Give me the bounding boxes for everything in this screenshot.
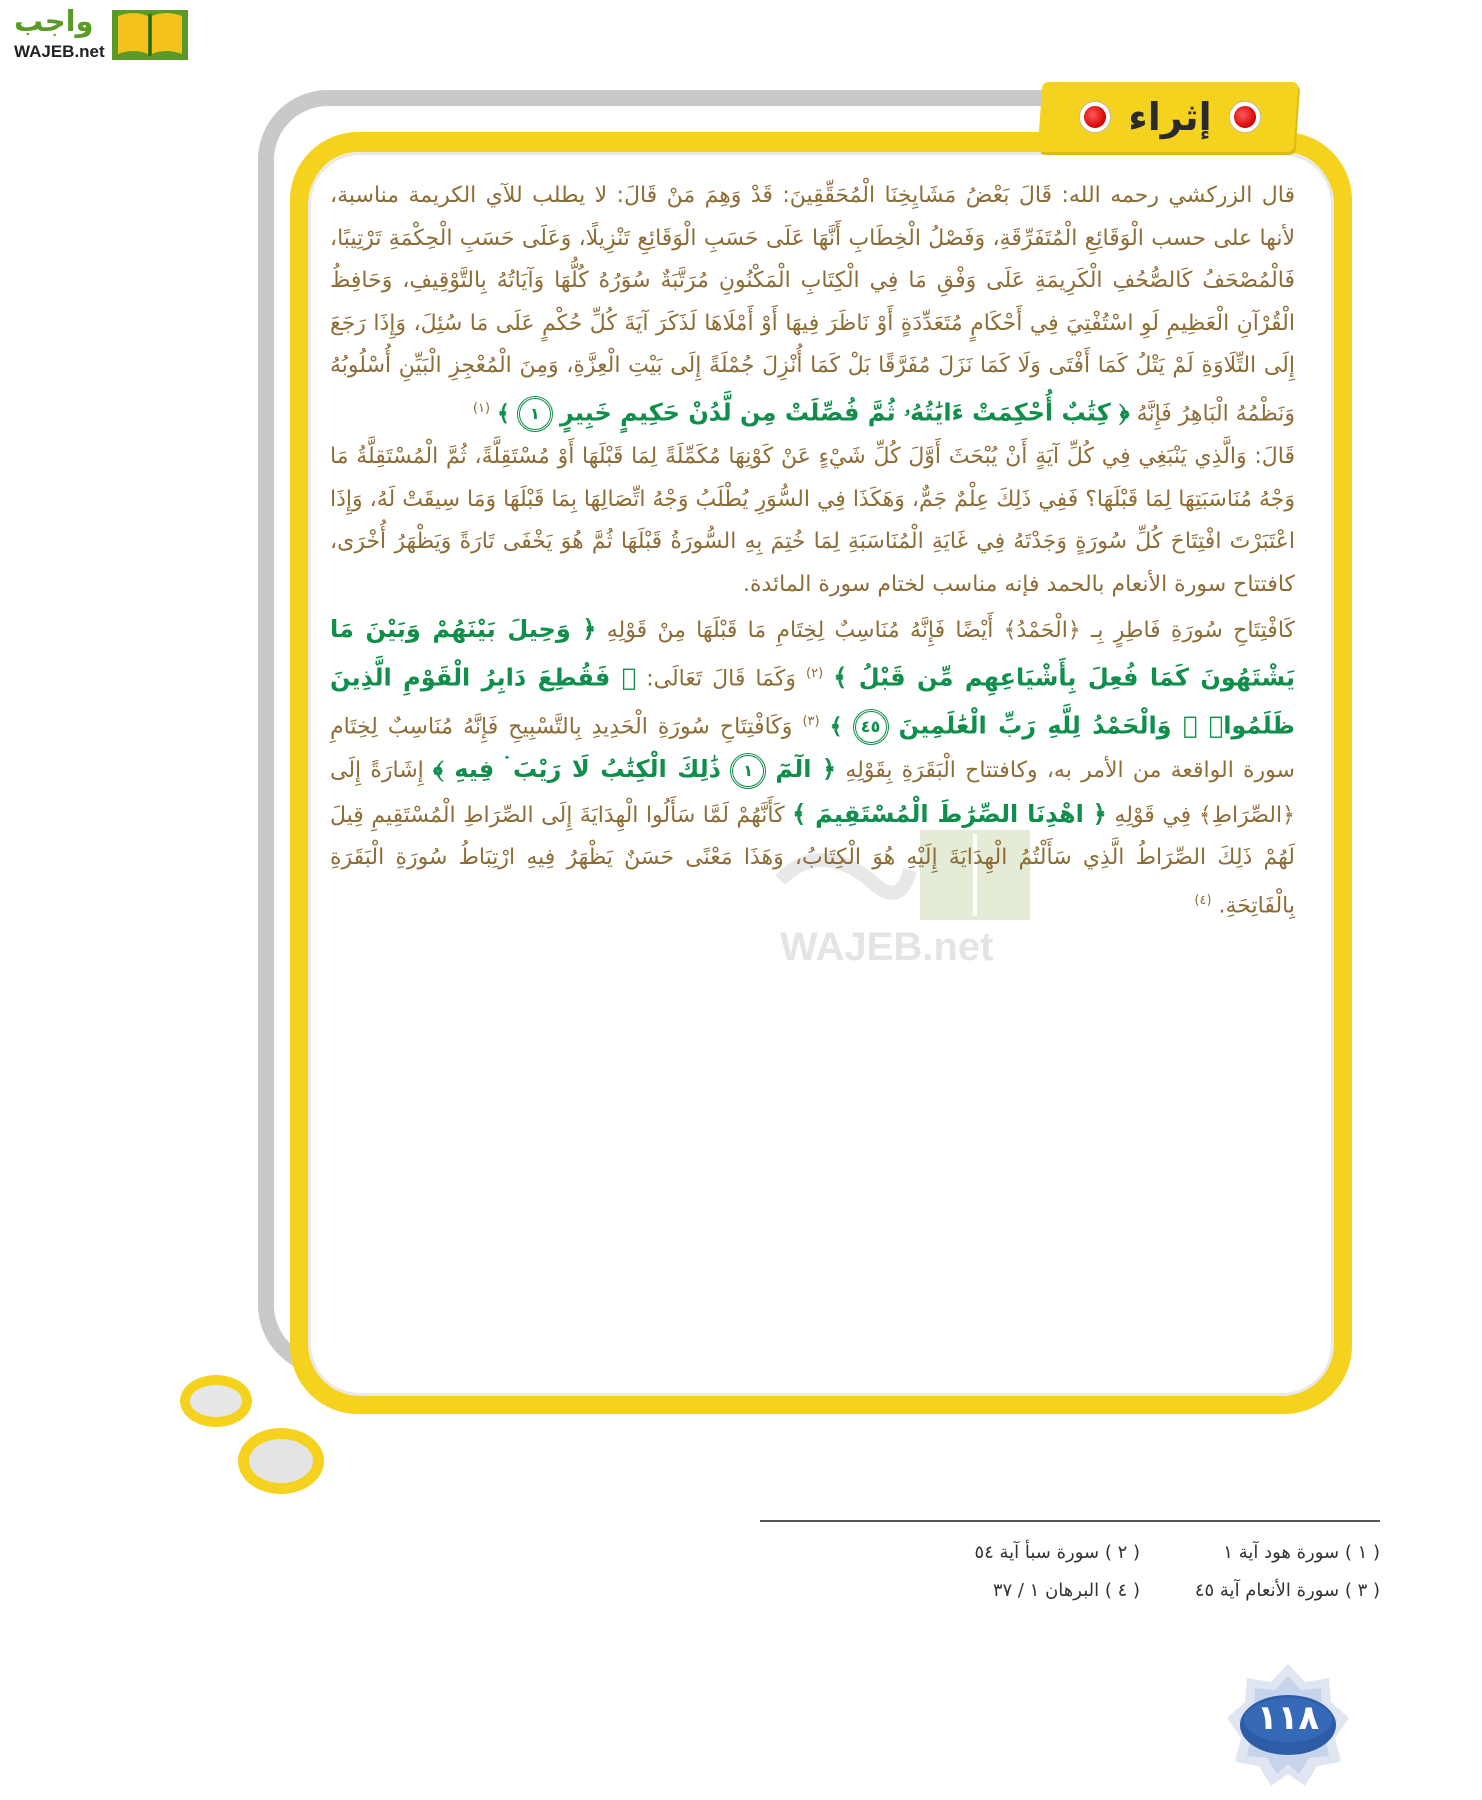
red-dot-icon xyxy=(1230,102,1260,132)
quran-verse: ﴿ كِتَٰبٌ أُحْكِمَتْ ءَايَٰتُهُۥ ثُمَّ فُصِّلَتْ مِن لَّدُنْ حَكِيمٍ خَبِيرٍ xyxy=(559,397,1130,426)
verse-number: ٤٥ xyxy=(853,709,889,745)
paragraph-3 xyxy=(330,608,1295,927)
book-icon xyxy=(110,6,190,62)
paragraph-3-text: إِشَارَةً إِلَى ﴿الصِّرَاطِ﴾ فِي قَوْلِهِ xyxy=(330,758,1296,828)
verse-number: ١ xyxy=(517,396,553,432)
logo-text-english: WAJEB.net xyxy=(14,42,105,61)
quran-verse: ﴿ وَحِيلَ بَيْنَهُمْ وَبَيْنَ مَا يَشْتَهُونَ كَمَا فُعِلَ بِأَشْيَاعِهِم مِّن قَبْلُ ﴾ xyxy=(330,615,1295,692)
paragraph-1 xyxy=(330,175,1295,435)
quran-verse: ﴿ الٓمٓ xyxy=(775,755,837,784)
quran-verse: ﴿ اهْدِنَا الصِّرَٰطَ الْمُسْتَقِيمَ ﴾ xyxy=(792,799,1107,828)
decorative-ring-large xyxy=(238,1428,324,1494)
paragraph-1-text: قال الزركشي رحمه الله: قَالَ بَعْضُ مَشَايِخِنَا الْمُحَقِّقِينَ: قَدْ وَهِمَ مَنْ قَالَ: لا يطلب للآي الكريمة مناسبة، لأنها على حسب الْوَقَائِعِ الْمُتَفَرِّقَةِ، وَفَصْلُ الْخِطَابِ أَنَّهَا عَلَى حَسَبِ الْوَقَائِعِ تَنْزِيلًا، وَعَلَى حَسَبِ الْحِكْمَةِ تَرْتِيبًا، فَالْمُصْحَفُ كَالصُّحُفِ الْكَرِيمَةِ عَلَى وَفْقِ مَا فِي الْكِتَابِ الْمَكْنُونِ مُرَتَّبَةٌ سُوَرُهُ كُلُّهَا وَآيَاتُهُ بِالتَّوْقِيفِ، وَحَافِظُ الْقُرْآنِ الْعَظِيمِ لَوِ اسْتُفْتِيَ فِي أَحْكَامٍ مُتَعَدِّدَةٍ أَوْ نَاظَرَ فِيهَا أَوْ أَمْلَاهَا لَذَكَرَ آيَةَ كُلِّ حُكْمٍ عَلَى مَا سُئِلَ، وَإِذَا رَجَعَ إِلَى التِّلَاوَةِ لَمْ يَتْلُ كَمَا أَفْتَى وَلَا كَمَا نَزَلَ مُفَرَّقًا بَلْ كَمَا أُنْزِلَ جُمْلَةً إِلَى بَيْتِ الْعِزَّةِ، وَمِنَ الْمُعْجِزِ الْبَيِّنِ أُسْلُوبُهُ وَنَظْمُهُ الْبَاهِرُ فَإِنَّهُ xyxy=(330,183,1295,426)
footnote-3: ( ٣ ) سورة الأنعام آية ٤٥ xyxy=(1194,1580,1380,1601)
watermark-text: WAJEB.net xyxy=(780,925,994,969)
footnote-ref[interactable]: (١) xyxy=(472,400,491,416)
footnote-2: ( ٢ ) سورة سبأ آية ٥٤ xyxy=(974,1542,1140,1563)
quran-verse: ذَٰلِكَ الْكِتَٰبُ لَا رَيْبَ ۛ فِيهِ ﴾ xyxy=(432,755,721,784)
footnote-ref[interactable]: (٤) xyxy=(1194,892,1212,908)
section-title: إثراء xyxy=(1128,95,1212,139)
footnote-row xyxy=(900,1534,1380,1572)
header-tab xyxy=(1060,86,1280,148)
footnote-divider xyxy=(760,1520,1380,1522)
verse-number: ١ xyxy=(730,753,766,789)
verse-close-bracket: ﴾ xyxy=(829,713,843,739)
decorative-ring-small xyxy=(180,1375,252,1427)
site-logo[interactable] xyxy=(8,4,193,70)
body-text xyxy=(330,175,1295,928)
footnote-ref[interactable]: (٢) xyxy=(806,665,824,681)
footnote-row xyxy=(900,1572,1380,1610)
red-dot-icon xyxy=(1080,102,1110,132)
paragraph-3-text: وَكَمَا قَالَ تَعَالَى: xyxy=(646,666,796,692)
quran-verse: ﴿ فَقُطِعَ دَابِرُ الْقَوْمِ الَّذِينَ ظَلَمُوا۟ ۚ وَالْحَمْدُ لِلَّهِ رَبِّ الْعَٰلَمِينَ xyxy=(330,663,1295,739)
paragraph-2: قَالَ: وَالَّذِي يَنْبَغِي فِي كُلِّ آيَةٍ أَنْ يُبْحَثَ أَوَّلَ كُلِّ شَيْءٍ عَنْ كَوْنِهَا مُكَمِّلَةً لِمَا قَبْلَهَا أَوْ مُسْتَقِلَّةً، ثُمَّ الْمُسْتَقِلَّةُ مَا وَجْهُ مُنَاسَبَتِهَا لِمَا قَبْلَهَا؟ فَفِي ذَلِكَ عِلْمٌ جَمٌّ، وَهَكَذَا فِي السُّوَرِ يُطْلَبُ وَجْهُ اتِّصَالِهَا بِمَا قَبْلَهَا وَمَا سِيقَتْ لَهُ، وَإِذَا اعْتَبَرْتَ افْتِتَاحَ كُلِّ سُورَةٍ وَجَدْتَهُ فِي غَايَةِ الْمُنَاسَبَةِ لِمَا خُتِمَ بِهِ السُّورَةُ قَبْلَهَا ثُمَّ هُوَ يَخْفَى تَارَةً وَيَظْهَرُ أُخْرَى، كافتتاح سورة الأنعام بالحمد فإنه مناسب لختام سورة المائدة. xyxy=(329,444,1295,597)
paragraph-3-text: كَأَنَّهُمْ لَمَّا سَأَلُوا الْهِدَايَةَ إِلَى الصِّرَاطِ الْمُسْتَقِيمِ قِيلَ لَهُمْ ذَلِكَ الصِّرَاطُ الَّذِي سَأَلْتُمُ الْهِدَايَةَ إِلَيْهِ هُوَ الْكِتَابُ، وَهَذَا مَعْنًى حَسَنٌ يَظْهَرُ فِيهِ ارْتِبَاطُ سُورَةِ الْبَقَرَةِ بِالْفَاتِحَةِ. xyxy=(330,802,1295,919)
page-number: ١١٨ xyxy=(1256,1698,1320,1738)
logo-text-arabic: واجب xyxy=(14,4,94,38)
footnote-ref[interactable]: (٣) xyxy=(802,713,820,729)
footnote-1: ( ١ ) سورة هود آية ١ xyxy=(1223,1542,1380,1563)
footnotes xyxy=(900,1534,1380,1610)
paragraph-3-text: وَكَافْتِتَاحِ سُورَةِ الْحَدِيدِ بِالتَّسْبِيحِ فَإِنَّهُ مُنَاسِبٌ لِخِتَامِ سورة الواقعة من الأمر به، وكافتتاح الْبَقَرَةِ بِقَوْلِهِ xyxy=(330,713,1295,784)
verse-close-bracket: ﴾ xyxy=(497,400,510,426)
footnote-4: ( ٤ ) البرهان ١ / ٣٧ xyxy=(992,1580,1140,1601)
paragraph-3-text: كَافْتِتَاحِ سُورَةِ فَاطِرٍ بِـ ﴿الْحَمْدُ﴾ أَيْضًا فَإِنَّهُ مُنَاسِبٌ لِخِتَامِ مَا قَبْلَهَا مِنْ قَوْلِهِ xyxy=(606,618,1296,644)
